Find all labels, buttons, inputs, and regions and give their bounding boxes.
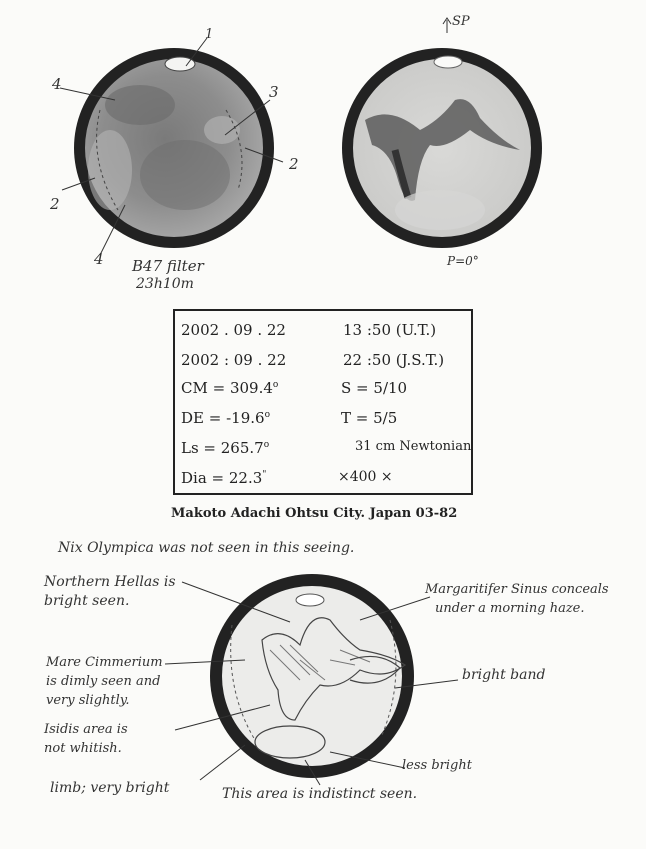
note-less-bright: less bright bbox=[402, 758, 472, 773]
telescope: 31 cm Newtonian bbox=[355, 439, 472, 454]
note-margaritifer: Margaritifer Sinus conceals bbox=[425, 582, 609, 597]
jst-date: 2002 : 09 . 22 bbox=[181, 351, 287, 369]
marker-4-top: 4 bbox=[52, 75, 62, 93]
note-hellas: Northern Hellas is bbox=[44, 574, 176, 590]
note-limb: limb; very bright bbox=[50, 780, 170, 796]
note-mare-cimmerium-3: very slightly. bbox=[46, 693, 130, 708]
note-bright-band: bright band bbox=[462, 667, 546, 683]
note-hellas-2: bright seen. bbox=[44, 593, 130, 609]
marker-2-right: 2 bbox=[289, 155, 299, 173]
declination: DE = $-19.6^o$ bbox=[181, 409, 270, 427]
mars-disk-filter bbox=[60, 38, 283, 255]
diameter: Dia = 22.3" bbox=[181, 469, 267, 487]
note-margaritifer-2: under a morning haze. bbox=[435, 601, 585, 616]
mars-disk-sketch bbox=[165, 574, 458, 785]
central-meridian: CM = $309.4^o$ bbox=[181, 379, 279, 397]
marker-4-bottom: 4 bbox=[94, 250, 104, 268]
transparency: T = 5/5 bbox=[341, 409, 398, 427]
marker-2-left: 2 bbox=[50, 195, 60, 213]
south-pole-label: SP bbox=[452, 14, 470, 29]
filter-time: 23h10m bbox=[136, 276, 194, 292]
filter-label: B47 filter bbox=[132, 257, 204, 275]
note-indistinct: This area is indistinct seen. bbox=[222, 786, 418, 802]
magnification: ×400 × bbox=[338, 469, 393, 485]
solar-longitude: $Ls = 265.7^o$ bbox=[181, 439, 270, 457]
seeing: S = 5/10 bbox=[341, 379, 408, 397]
ut-time: 13 :50 (U.T.) bbox=[343, 321, 437, 339]
ut-date: 2002 . 09 . 22 bbox=[181, 321, 286, 339]
note-isidis-2: not whitish. bbox=[44, 741, 122, 756]
mars-disk-visual bbox=[342, 18, 542, 248]
note-mare-cimmerium: Mare Cimmerium bbox=[46, 655, 163, 670]
marker-3: 3 bbox=[269, 83, 279, 101]
note-mare-cimmerium-2: is dimly seen and bbox=[46, 674, 161, 689]
position-angle-label: P=0° bbox=[447, 254, 479, 268]
note-isidis: Isidis area is bbox=[44, 722, 128, 737]
note-nix-olympica: Nix Olympica was not seen in this seeing. bbox=[58, 540, 355, 556]
jst-time: 22 :50 (J.S.T.) bbox=[343, 351, 445, 369]
observation-info-box bbox=[173, 309, 473, 495]
observer-credit: Makoto Adachi Ohtsu City. Japan 03-82 bbox=[171, 506, 458, 521]
marker-1: 1 bbox=[205, 27, 214, 42]
